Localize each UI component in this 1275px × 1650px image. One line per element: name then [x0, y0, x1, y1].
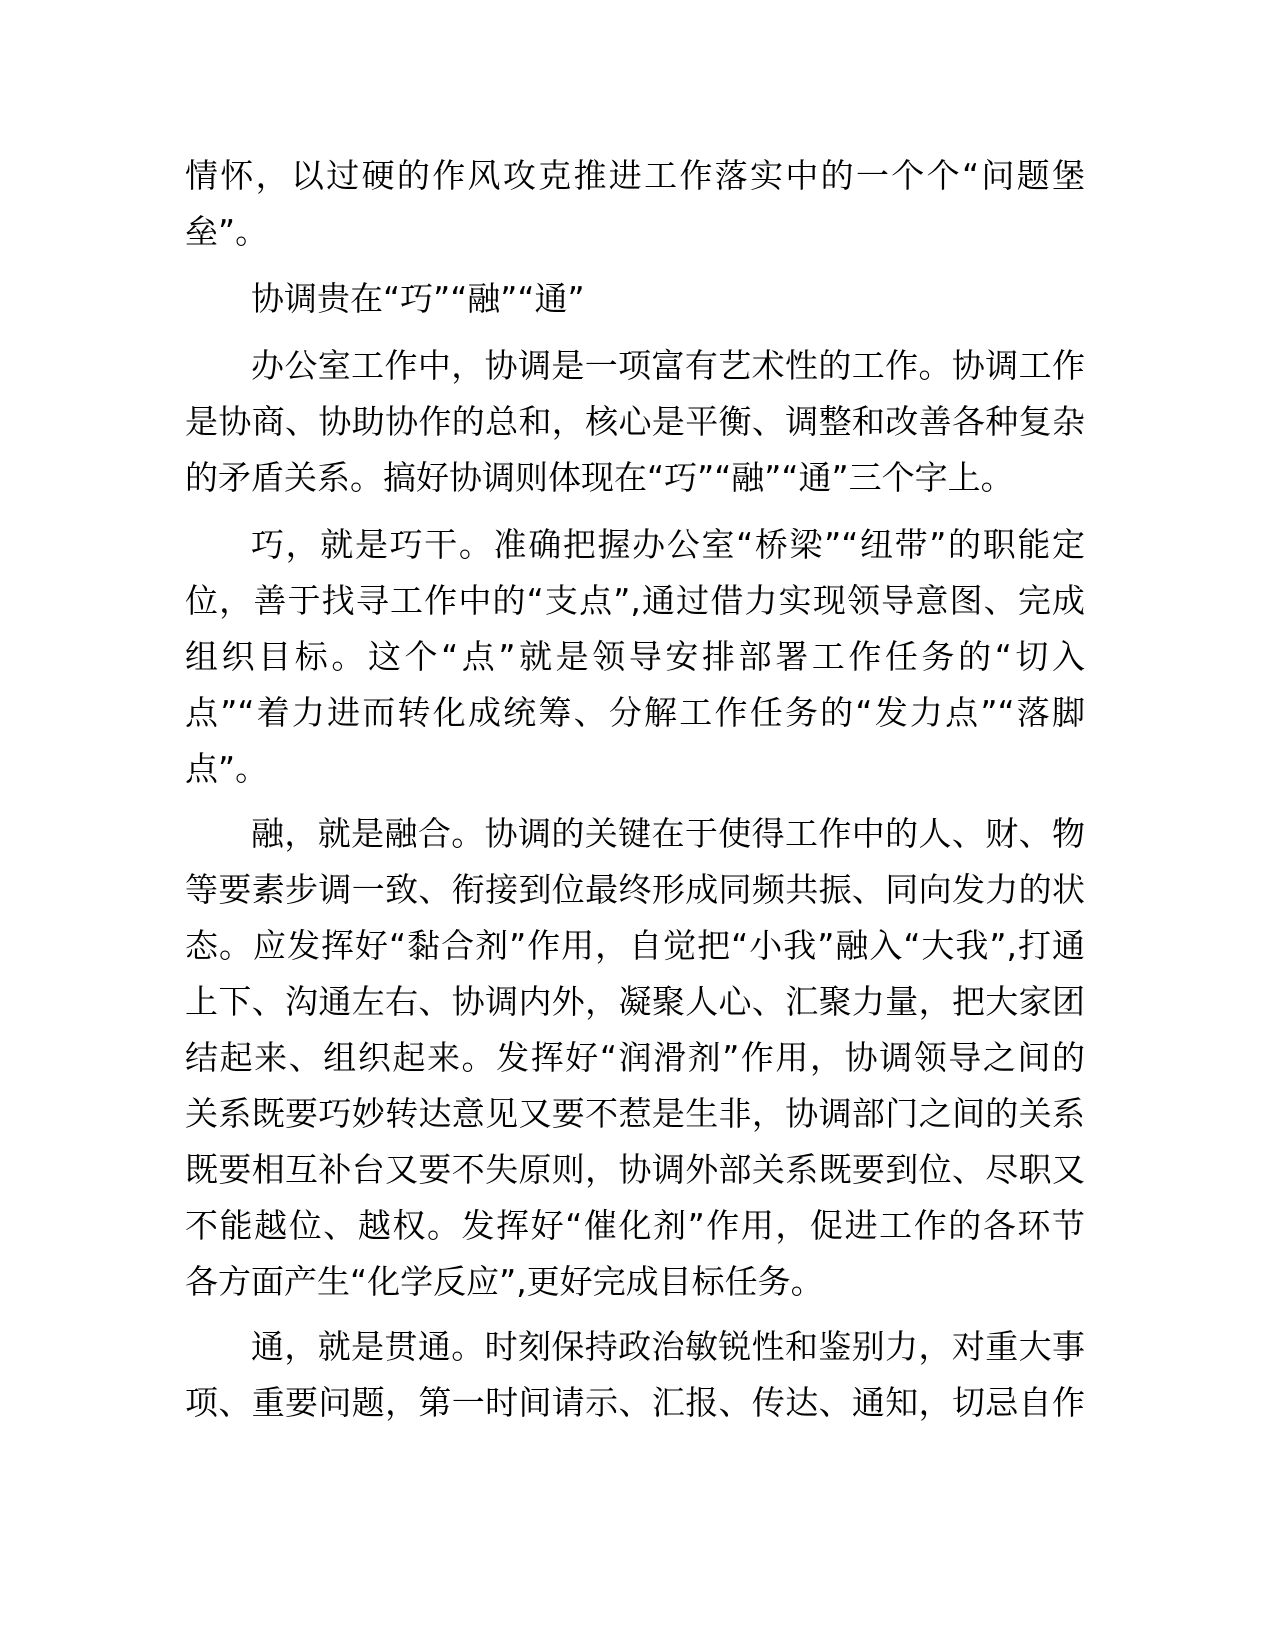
text-line: 不能越位、越权。发挥好“催化剂”作用，促进工作的各环节 — [185, 1206, 1085, 1245]
text-line: 各方面产生“化学反应”,更好完成目标任务。 — [185, 1262, 824, 1301]
text-line: 位，善于找寻工作中的“支点”,通过借力实现领导意图、完成 — [185, 581, 1085, 620]
text-line: 办公室工作中，协调是一项富有艺术性的工作。协调工作 — [251, 346, 1085, 385]
text-line: 态。应发挥好“黏合剂”作用，自觉把“小我”融入“大我”,打通 — [185, 926, 1085, 965]
text-line: 融，就是融合。协调的关键在于使得工作中的人、财、物 — [251, 814, 1085, 853]
text-line: 等要素步调一致、衔接到位最终形成同频共振、同向发力的状 — [185, 870, 1085, 909]
text-line: 巧，就是巧干。准确把握办公室“桥梁”“纽带”的职能定 — [251, 525, 1085, 564]
text-line: 关系既要巧妙转达意见又要不惹是生非，协调部门之间的关系 — [185, 1094, 1085, 1133]
text-line: 项、重要问题，第一时间请示、汇报、传达、通知，切忌自作 — [185, 1383, 1085, 1422]
text-line: 点”“着力进而转化成统筹、分解工作任务的“发力点”“落脚 — [185, 693, 1085, 732]
text-line: 是协商、协助协作的总和，核心是平衡、调整和改善各种复杂 — [185, 402, 1085, 441]
text-line: 上下、沟通左右、协调内外，凝聚人心、汇聚力量，把大家团 — [185, 982, 1085, 1021]
text-line: 情怀，以过硬的作风攻克推进工作落实中的一个个“问题堡 — [185, 156, 1085, 195]
text-line: 组织目标。这个“点”就是领导安排部署工作任务的“切入 — [185, 637, 1085, 676]
text-line: 既要相互补台又要不失原则，协调外部关系既要到位、尽职又 — [185, 1150, 1085, 1189]
text-line: 的矛盾关系。搞好协调则体现在“巧”“融”“通”三个字上。 — [185, 458, 1014, 497]
text-line: 通，就是贯通。时刻保持政治敏锐性和鉴别力，对重大事 — [251, 1327, 1085, 1366]
text-line: 结起来、组织起来。发挥好“润滑剂”作用，协调领导之间的 — [185, 1038, 1085, 1077]
section-heading: 协调贵在“巧”“融”“通” — [251, 279, 585, 318]
text-line: 点”。 — [185, 749, 269, 788]
text-line: 垒”。 — [185, 212, 269, 251]
